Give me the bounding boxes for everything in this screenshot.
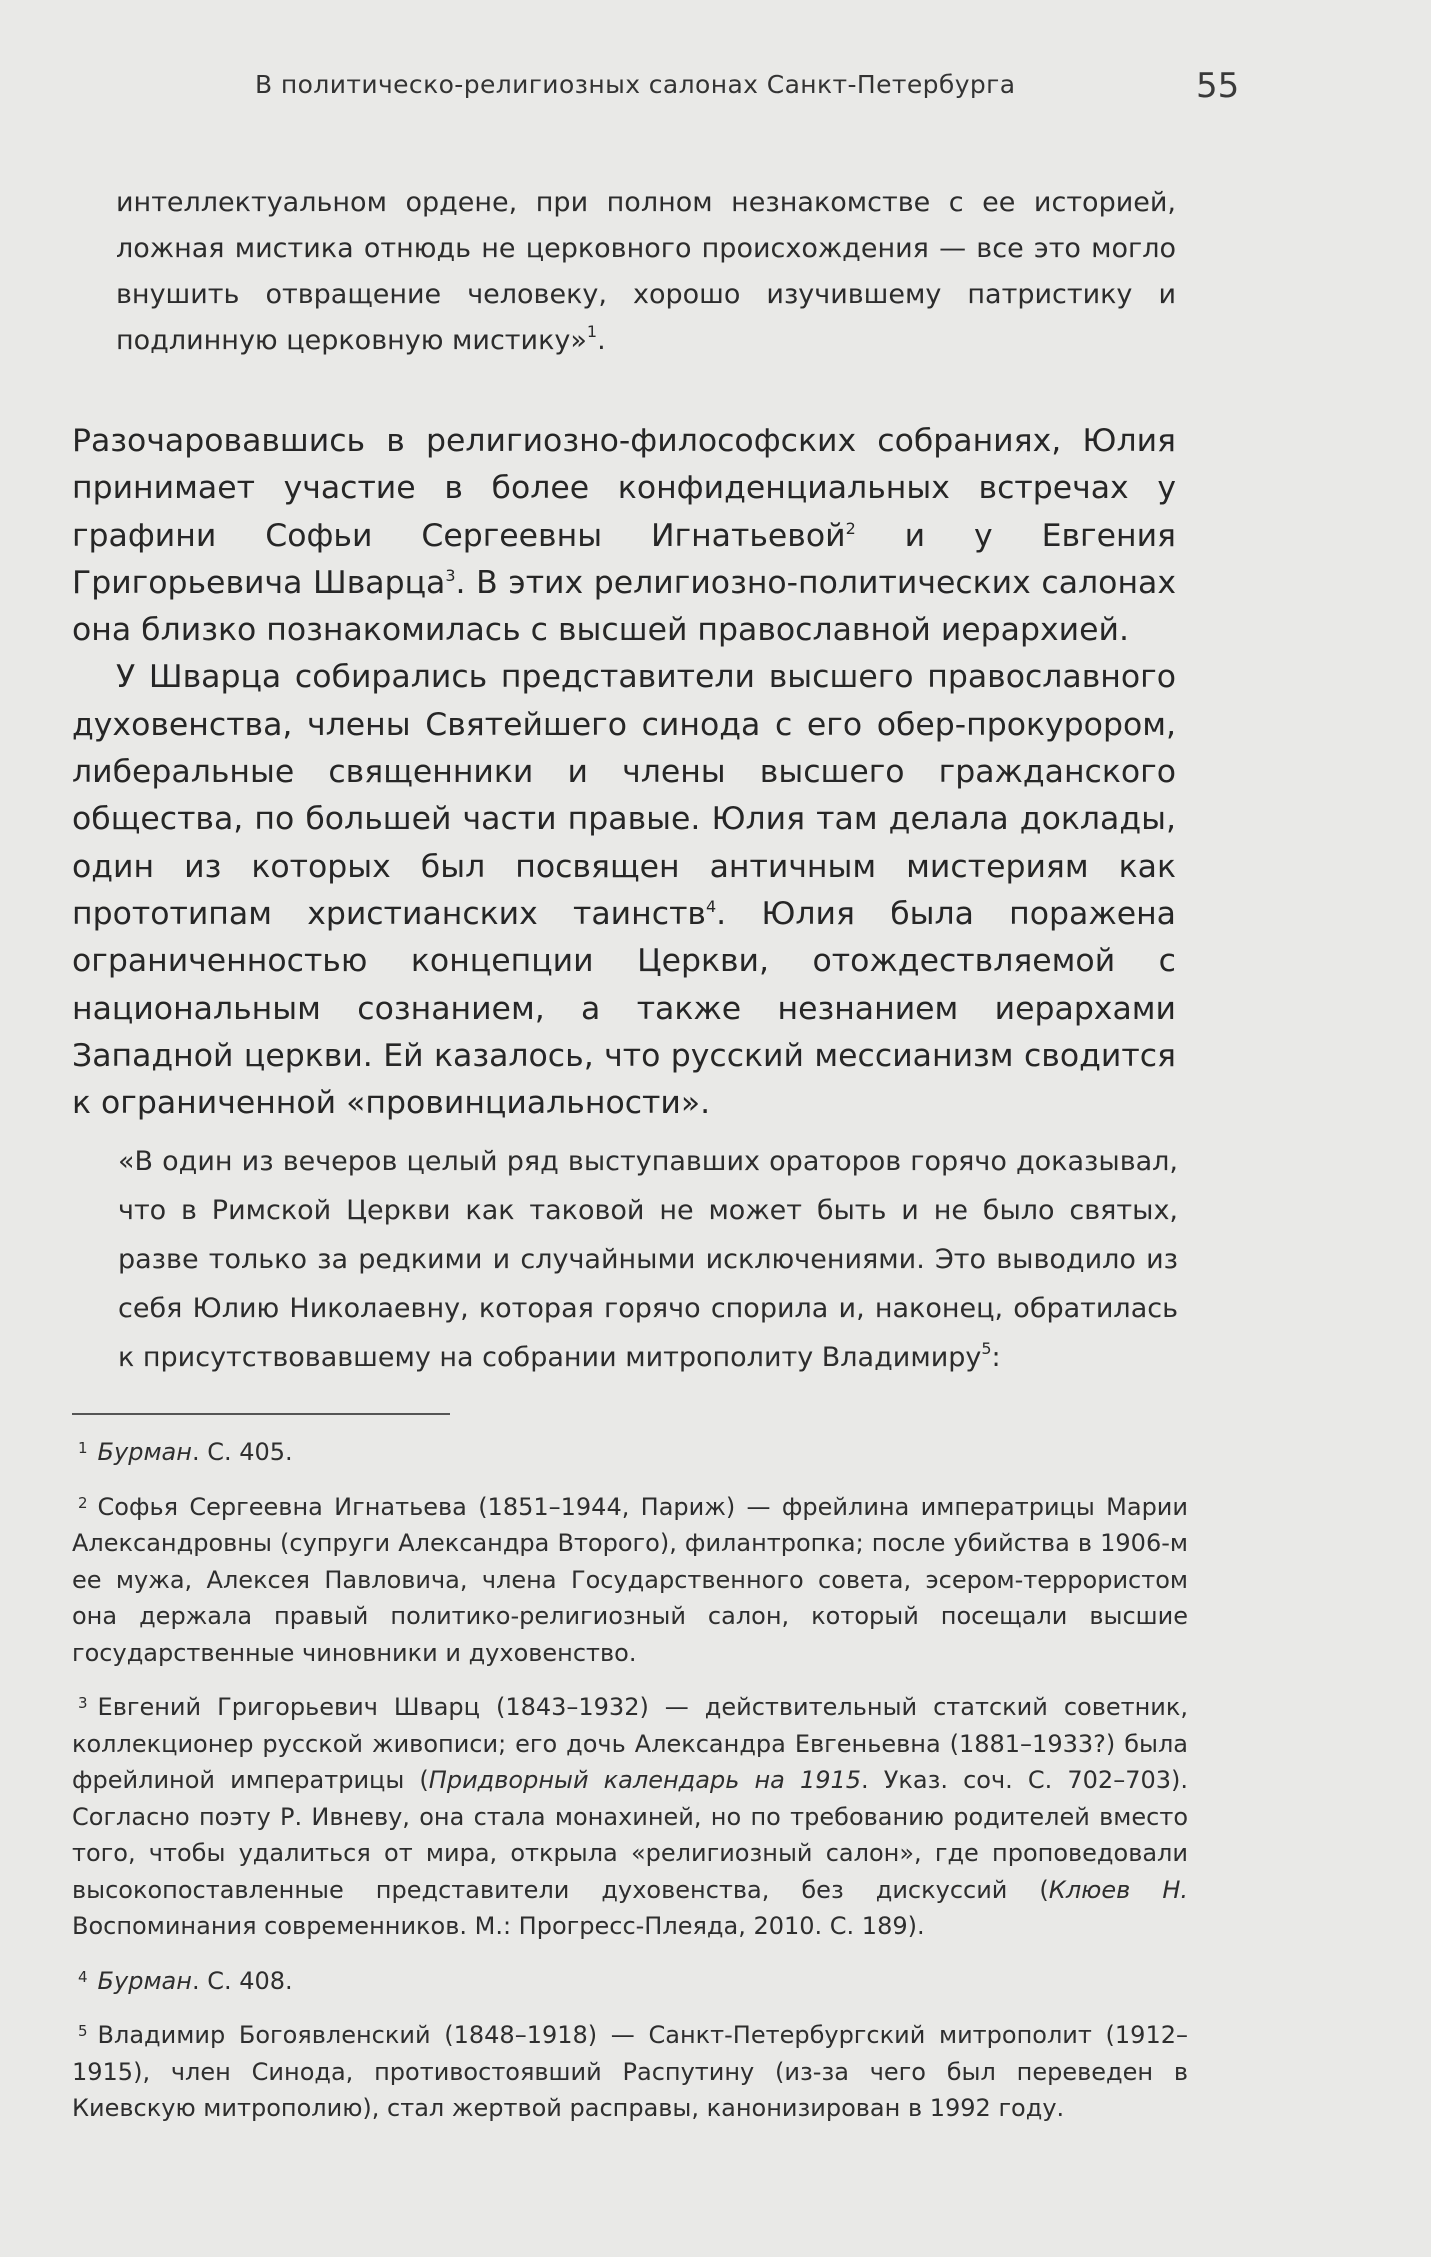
running-head: В политическо-религиозных салонах Санкт-Петербурга <box>255 70 1016 99</box>
footnote-text: . С. 405. <box>191 1438 293 1466</box>
footnote-5 <box>72 2013 1188 2127</box>
footnote-author: Бурман <box>97 1438 192 1466</box>
footnote-ref-1[interactable]: 1 <box>586 322 598 341</box>
footnote-italic-title: Придворный календарь на 1915 <box>428 1766 862 1794</box>
footnote-2 <box>72 1485 1188 1672</box>
footnote-divider <box>72 1413 450 1415</box>
footnote-4 <box>72 1959 1188 2000</box>
footnote-3 <box>72 1685 1188 1945</box>
quote-paragraph <box>116 180 1176 364</box>
body-text-span: и у Евгения Григорьевича Шварца <box>72 517 1176 601</box>
footnote-ref-2[interactable]: 2 <box>845 518 856 538</box>
page-number: 55 <box>1196 66 1240 106</box>
footnote-ref-5[interactable]: 5 <box>981 1339 992 1358</box>
body-paragraph-2 <box>72 654 1176 1127</box>
quote-text: «В один из вечеров целый ряд выступавших ораторов горячо доказывал, что в Римской Церкви как таковой не может быть и не было святых, разве только за редкими и случайными исключениями. Это выводило из себя Юлию Николаевну, которая горячо спорила и, наконец, обратилась к присутствовавшему на собрании митрополиту Владимиру <box>118 1146 1178 1373</box>
footnote-text: Владимир Богоявленский (1848–1918) — Санкт-Петербургский митрополит (1912–1915), член Синода, противостоявший Распутину (из-за чего был переведен в Киевскую митрополию), стал жертвой расправы, канонизирован в 1992 году. <box>72 2021 1188 2122</box>
footnotes-section <box>72 1430 1188 2141</box>
footnote-number: 3 <box>78 1694 88 1712</box>
quote-end: : <box>991 1342 1001 1373</box>
quote-text: интеллектуальном ордене, при полном незнакомстве с ее историей, ложная мистика отнюдь не церковного происхождения — все это могло внушить отвращение человеку, хорошо изучившему патристику и подлинную церковную мистику» <box>116 187 1176 356</box>
footnote-text: . С. 408. <box>191 1966 293 1995</box>
footnote-text: Евгений Григорьевич Шварц (1843–1932) — действительный статский советник, коллекционер русской живописи; его дочь Александра Евгеньевна (1881–1933?) была фрейлиной императрицы ( <box>72 1693 1188 1794</box>
footnote-ref-3[interactable]: 3 <box>445 565 456 585</box>
footnote-1 <box>72 1430 1188 1471</box>
footnote-number: 5 <box>78 2022 88 2040</box>
body-text-span: У Шварца собирались представители высшего православного духовенства, члены Святейшего синода с его обер-прокурором, либеральные священники и члены высшего гражданского общества, по большей части правые. Юлия там делала доклады, один из которых был посвящен античным мистериям как прототипам христианских таинств <box>72 659 1176 932</box>
main-body-text <box>72 418 1176 1127</box>
body-paragraph-1 <box>72 418 1176 654</box>
block-quote-bottom <box>118 1137 1178 1382</box>
footnote-author: Клюев Н. <box>1048 1875 1188 1904</box>
footnote-number: 4 <box>78 1967 88 1986</box>
quote-end: . <box>597 325 606 356</box>
footnote-author: Бурман <box>97 1966 192 1995</box>
footnote-ref-4[interactable]: 4 <box>705 896 717 916</box>
footnote-text: Воспоминания современников. М.: Прогресс-Плеяда, 2010. С. 189). <box>72 1912 925 1940</box>
quote-paragraph <box>118 1137 1178 1382</box>
footnote-text: . Указ. соч. С. 702–703). Согласно поэту Р. Ивневу, она стала монахиней, но по требованию родителей вместо того, чтобы удалиться от мира, открыла «религиозный салон», где проповедовали высокопоставленные представители духовенства, без дискуссий ( <box>72 1766 1188 1904</box>
body-text-span: Разочаровавшись в религиозно-философских собраниях, Юлия принимает участие в более конфиденциальных встречах у графини Софьи Сергеевны Игнатьевой <box>72 423 1176 554</box>
block-quote-top <box>116 180 1176 364</box>
footnote-text: Софья Сергеевна Игнатьева (1851–1944, Париж) — фрейлина императрицы Марии Александровны (супруги Александра Второго), филантропка; после убийства в 1906-м ее мужа, Алексея Павловича, члена Государственного совета, эсером-террористом она держала правый политико-религиозный салон, который посещали высшие государственные чиновники и духовенство. <box>72 1492 1188 1667</box>
footnote-number: 1 <box>78 1439 88 1457</box>
body-text-span: . В этих религиозно-политических салонах она близко познакомилась с высшей православной иерархией. <box>72 564 1176 649</box>
footnote-number: 2 <box>78 1493 88 1512</box>
body-text-span: . Юлия была поражена ограниченностью концепции Церкви, отождествляемой с национальным сознанием, а также незнанием иерархами Западной церкви. Ей казалось, что русский мессианизм сводится к ограниченной «провинциальности». <box>72 895 1176 1122</box>
